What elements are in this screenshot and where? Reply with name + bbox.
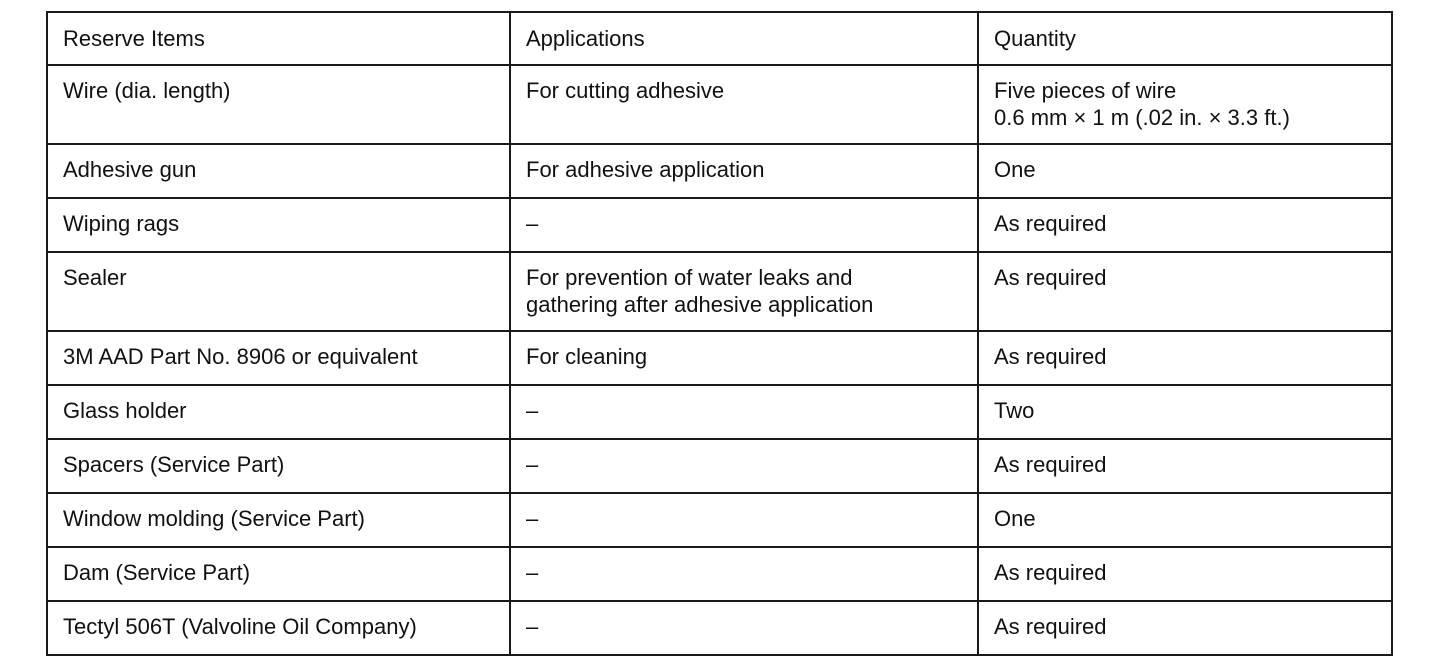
cell-quantity: As required [978, 252, 1392, 331]
cell-quantity: Two [978, 385, 1392, 439]
table-row [47, 601, 1392, 655]
cell-quantity: As required [978, 547, 1392, 601]
cell-quantity: As required [978, 439, 1392, 493]
cell-item: Wiping rags [47, 198, 510, 252]
cell-application: For cleaning [510, 331, 978, 385]
table-row [47, 547, 1392, 601]
cell-application: For cutting adhesive [510, 65, 978, 144]
cell-item: Window molding (Service Part) [47, 493, 510, 547]
header-row [47, 12, 1392, 65]
table-row [47, 65, 1392, 144]
cell-item: 3M AAD Part No. 8906 or equivalent [47, 331, 510, 385]
cell-item: Adhesive gun [47, 144, 510, 198]
cell-item: Spacers (Service Part) [47, 439, 510, 493]
cell-item: Dam (Service Part) [47, 547, 510, 601]
cell-item: Glass holder [47, 385, 510, 439]
cell-item: Wire (dia. length) [47, 65, 510, 144]
table-body [47, 65, 1392, 655]
header-reserve-items: Reserve Items [47, 12, 510, 65]
reserve-items-document [46, 11, 1391, 656]
table-row [47, 493, 1392, 547]
table-row [47, 331, 1392, 385]
cell-item: Sealer [47, 252, 510, 331]
header-quantity: Quantity [978, 12, 1392, 65]
cell-item: Tectyl 506T (Valvoline Oil Company) [47, 601, 510, 655]
cell-quantity: As required [978, 601, 1392, 655]
cell-application: – [510, 601, 978, 655]
table-row [47, 439, 1392, 493]
cell-application: – [510, 385, 978, 439]
cell-application: – [510, 439, 978, 493]
reserve-items-table [46, 11, 1393, 656]
cell-application: For prevention of water leaks and gathering after adhesive application [510, 252, 978, 331]
table-row [47, 385, 1392, 439]
cell-quantity: One [978, 493, 1392, 547]
table-row [47, 144, 1392, 198]
cell-application: For adhesive application [510, 144, 978, 198]
cell-quantity: As required [978, 331, 1392, 385]
cell-quantity: Five pieces of wire 0.6 mm × 1 m (.02 in. × 3.3 ft.) [978, 65, 1392, 144]
cell-application: – [510, 547, 978, 601]
cell-quantity: One [978, 144, 1392, 198]
cell-application: – [510, 198, 978, 252]
table-row [47, 252, 1392, 331]
table-row [47, 198, 1392, 252]
cell-application: – [510, 493, 978, 547]
header-applications: Applications [510, 12, 978, 65]
table-header [47, 12, 1392, 65]
cell-quantity: As required [978, 198, 1392, 252]
